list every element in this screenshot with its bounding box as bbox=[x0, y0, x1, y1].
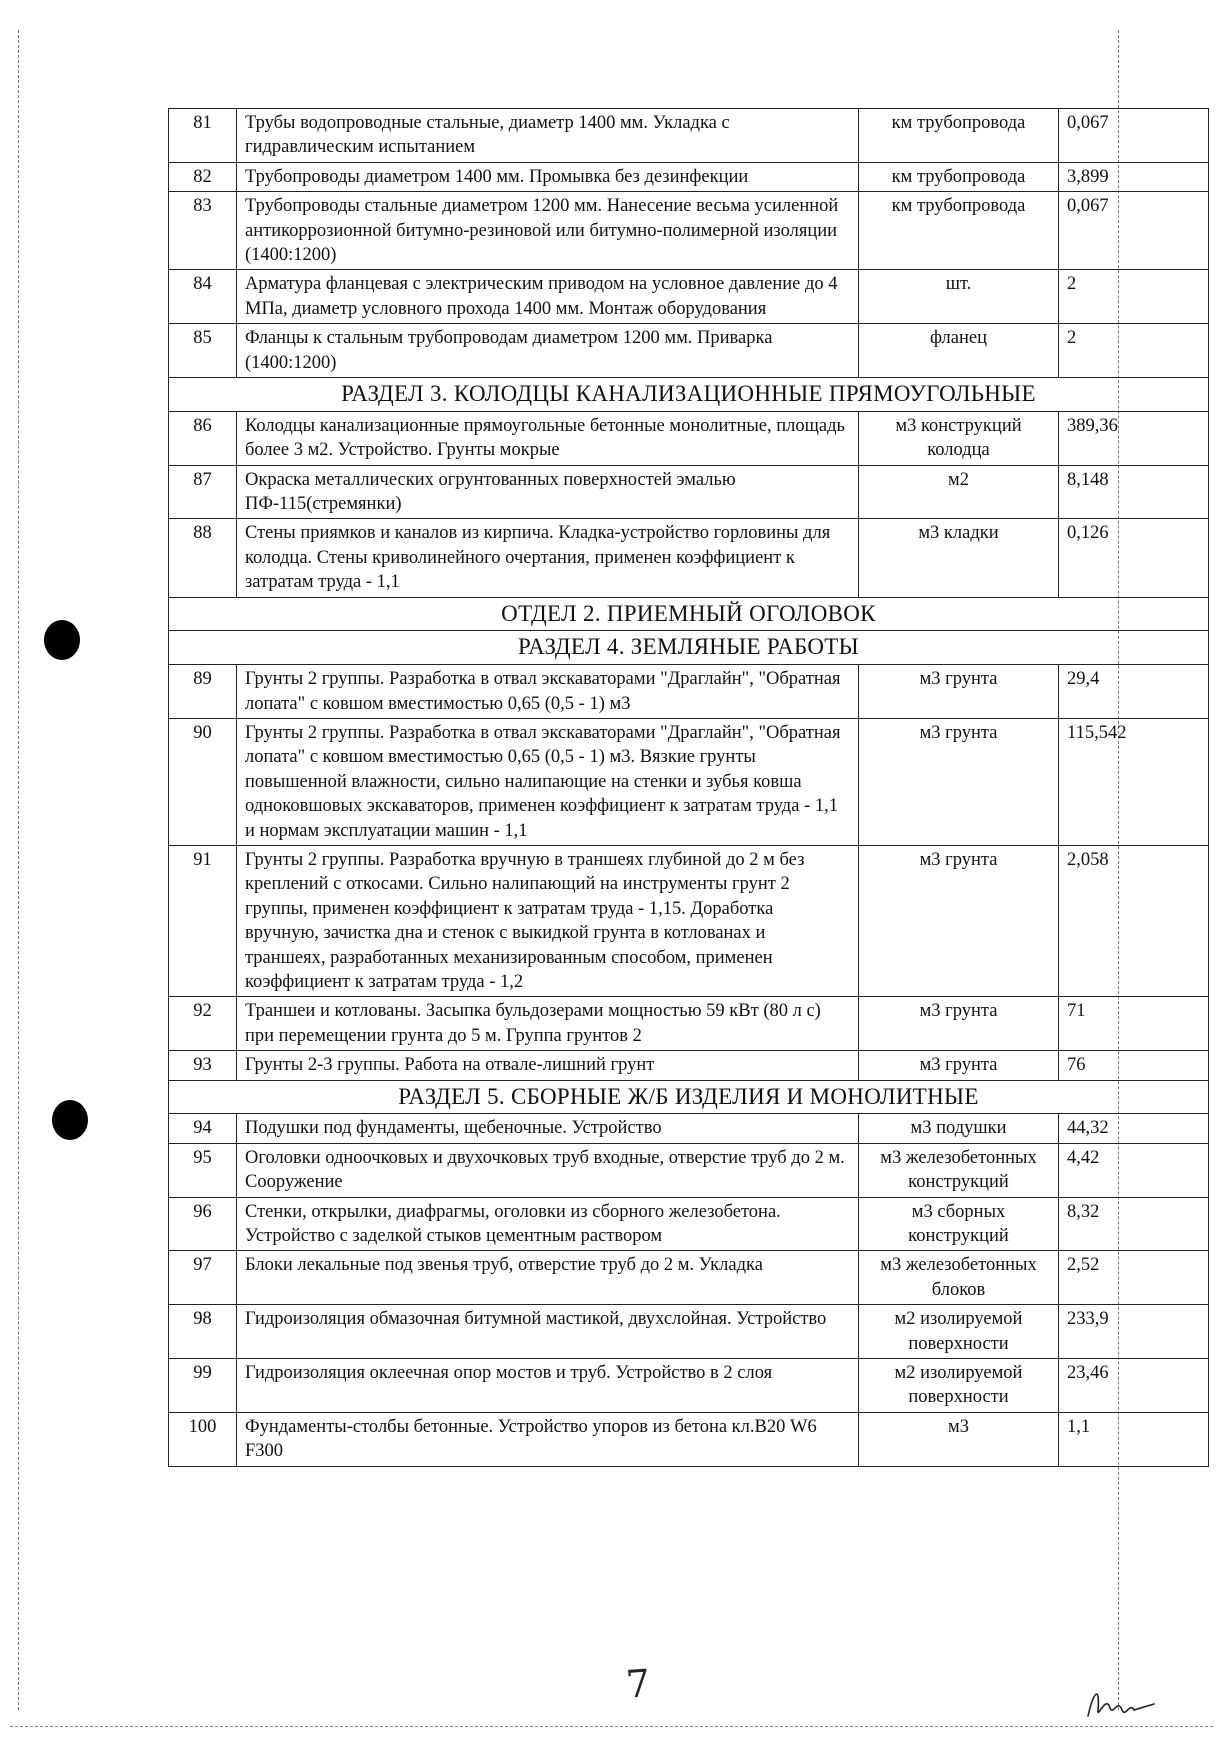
row-number-cell: 91 bbox=[169, 846, 237, 997]
punch-hole bbox=[52, 1100, 88, 1140]
row-number-cell: 84 bbox=[169, 270, 237, 324]
table-row bbox=[169, 1305, 1209, 1359]
table-row bbox=[169, 519, 1209, 597]
row-number-cell: 100 bbox=[169, 1412, 237, 1466]
unit-cell: м2 изолируемой поверхности bbox=[859, 1305, 1059, 1359]
row-number-cell: 96 bbox=[169, 1197, 237, 1251]
row-number-cell: 98 bbox=[169, 1305, 237, 1359]
table-row bbox=[169, 1051, 1209, 1080]
table-row bbox=[169, 846, 1209, 997]
description-cell: Фланцы к стальным трубопроводам диаметром 1200 мм. Приварка (1400:1200) bbox=[237, 324, 859, 378]
description-cell: Трубопроводы диаметром 1400 мм. Промывка без дезинфекции bbox=[237, 162, 859, 191]
table-row bbox=[169, 997, 1209, 1051]
row-number-cell: 92 bbox=[169, 997, 237, 1051]
quantity-cell: 115,542 bbox=[1059, 718, 1209, 845]
quantity-cell: 3,899 bbox=[1059, 162, 1209, 191]
row-number-cell: 90 bbox=[169, 718, 237, 845]
description-cell: Блоки лекальные под звенья труб, отверстие труб до 2 м. Укладка bbox=[237, 1251, 859, 1305]
quantity-cell: 2 bbox=[1059, 324, 1209, 378]
quantity-cell: 44,32 bbox=[1059, 1114, 1209, 1143]
unit-cell: м2 изолируемой поверхности bbox=[859, 1359, 1059, 1413]
table-row bbox=[169, 270, 1209, 324]
description-cell: Подушки под фундаменты, щебеночные. Устройство bbox=[237, 1114, 859, 1143]
table-row bbox=[169, 109, 1209, 163]
quantity-cell: 29,4 bbox=[1059, 665, 1209, 719]
row-number-cell: 89 bbox=[169, 665, 237, 719]
table-row bbox=[169, 411, 1209, 465]
table-row bbox=[169, 1359, 1209, 1413]
quantity-cell: 76 bbox=[1059, 1051, 1209, 1080]
unit-cell: м3 bbox=[859, 1412, 1059, 1466]
row-number-cell: 83 bbox=[169, 192, 237, 270]
quantity-cell: 23,46 bbox=[1059, 1359, 1209, 1413]
signature bbox=[1080, 1680, 1170, 1726]
section-header-row bbox=[169, 597, 1209, 631]
unit-cell: км трубопровода bbox=[859, 192, 1059, 270]
unit-cell: м3 конструкций колодца bbox=[859, 411, 1059, 465]
quantity-cell: 8,148 bbox=[1059, 465, 1209, 519]
description-cell: Окраска металлических огрунтованных поверхностей эмалью ПФ-115(стремянки) bbox=[237, 465, 859, 519]
unit-cell: м3 железобетонных блоков bbox=[859, 1251, 1059, 1305]
table-row bbox=[169, 718, 1209, 845]
unit-cell: м3 сборных конструкций bbox=[859, 1197, 1059, 1251]
table-row bbox=[169, 324, 1209, 378]
table-body bbox=[169, 109, 1209, 1467]
table-row bbox=[169, 1197, 1209, 1251]
quantity-cell: 4,42 bbox=[1059, 1143, 1209, 1197]
description-cell: Траншеи и котлованы. Засыпка бульдозерами мощностью 59 кВт (80 л с) при перемещении грунта до 5 м. Группа грунтов 2 bbox=[237, 997, 859, 1051]
unit-cell: км трубопровода bbox=[859, 162, 1059, 191]
section-header-row bbox=[169, 1080, 1209, 1114]
unit-cell: м3 кладки bbox=[859, 519, 1059, 597]
quantity-cell: 2,058 bbox=[1059, 846, 1209, 997]
description-cell: Гидроизоляция оклеечная опор мостов и труб. Устройство в 2 слоя bbox=[237, 1359, 859, 1413]
unit-cell: км трубопровода bbox=[859, 109, 1059, 163]
row-number-cell: 87 bbox=[169, 465, 237, 519]
quantity-cell: 0,126 bbox=[1059, 519, 1209, 597]
scan-edge-left bbox=[18, 30, 19, 1710]
table-row bbox=[169, 1251, 1209, 1305]
table-row bbox=[169, 665, 1209, 719]
unit-cell: м3 грунта bbox=[859, 846, 1059, 997]
section-title: ОТДЕЛ 2. ПРИЕМНЫЙ ОГОЛОВОК bbox=[169, 597, 1209, 631]
table-row bbox=[169, 1114, 1209, 1143]
section-title: РАЗДЕЛ 3. КОЛОДЦЫ КАНАЛИЗАЦИОННЫЕ ПРЯМОУГОЛЬНЫЕ bbox=[169, 378, 1209, 412]
table-row bbox=[169, 162, 1209, 191]
page-number: 7 bbox=[624, 1661, 652, 1707]
description-cell: Грунты 2 группы. Разработка вручную в траншеях глубиной до 2 м без креплений с откосами. Сильно налипающий на инструменты грунт 2 группы, применен коэффициент к затратам труда - 1,15. Доработка вручную, зачистка дна и стенок с выкидкой грунта в котлованах и траншеях, разработанных механизированным способом, применен коэффициент к затратам труда - 1,2 bbox=[237, 846, 859, 997]
description-cell: Трубопроводы стальные диаметром 1200 мм. Нанесение весьма усиленной антикоррозионной битумно-резиновой или битумно-полимерной изоляции (1400:1200) bbox=[237, 192, 859, 270]
quantity-cell: 8,32 bbox=[1059, 1197, 1209, 1251]
section-header-row bbox=[169, 378, 1209, 412]
unit-cell: м3 железобетонных конструкций bbox=[859, 1143, 1059, 1197]
row-number-cell: 95 bbox=[169, 1143, 237, 1197]
description-cell: Арматура фланцевая с электрическим приводом на условное давление до 4 МПа, диаметр условного прохода 1400 мм. Монтаж оборудования bbox=[237, 270, 859, 324]
unit-cell: шт. bbox=[859, 270, 1059, 324]
description-cell: Стены приямков и каналов из кирпича. Кладка-устройство горловины для колодца. Стены криволинейного очертания, применен коэффициент к затратам труда - 1,1 bbox=[237, 519, 859, 597]
unit-cell: фланец bbox=[859, 324, 1059, 378]
quantity-cell: 0,067 bbox=[1059, 192, 1209, 270]
unit-cell: м3 грунта bbox=[859, 1051, 1059, 1080]
unit-cell: м3 грунта bbox=[859, 718, 1059, 845]
description-cell: Стенки, открылки, диафрагмы, оголовки из сборного железобетона. Устройство с заделкой стыков цементным раствором bbox=[237, 1197, 859, 1251]
row-number-cell: 97 bbox=[169, 1251, 237, 1305]
quantity-cell: 1,1 bbox=[1059, 1412, 1209, 1466]
estimate-table bbox=[168, 108, 1209, 1467]
quantity-cell: 389,36 bbox=[1059, 411, 1209, 465]
row-number-cell: 81 bbox=[169, 109, 237, 163]
table-row bbox=[169, 1412, 1209, 1466]
row-number-cell: 85 bbox=[169, 324, 237, 378]
quantity-cell: 233,9 bbox=[1059, 1305, 1209, 1359]
row-number-cell: 94 bbox=[169, 1114, 237, 1143]
scan-edge-bottom bbox=[10, 1726, 1213, 1727]
row-number-cell: 88 bbox=[169, 519, 237, 597]
section-header-row bbox=[169, 631, 1209, 665]
quantity-cell: 71 bbox=[1059, 997, 1209, 1051]
quantity-cell: 0,067 bbox=[1059, 109, 1209, 163]
table-row bbox=[169, 1143, 1209, 1197]
quantity-cell: 2,52 bbox=[1059, 1251, 1209, 1305]
unit-cell: м3 подушки bbox=[859, 1114, 1059, 1143]
row-number-cell: 82 bbox=[169, 162, 237, 191]
quantity-cell: 2 bbox=[1059, 270, 1209, 324]
unit-cell: м3 грунта bbox=[859, 997, 1059, 1051]
unit-cell: м2 bbox=[859, 465, 1059, 519]
table-row bbox=[169, 192, 1209, 270]
description-cell: Грунты 2-3 группы. Работа на отвале-лишний грунт bbox=[237, 1051, 859, 1080]
unit-cell: м3 грунта bbox=[859, 665, 1059, 719]
description-cell: Грунты 2 группы. Разработка в отвал экскаваторами "Драглайн", "Обратная лопата" с ковшом вместимостью 0,65 (0,5 - 1) м3. Вязкие грунты повышенной влажности, сильно налипающие на стенки и зубья ковша одноковшовых экскаваторов, применен коэффициент к затратам труда - 1,1 и нормам эксплуатации машин - 1,1 bbox=[237, 718, 859, 845]
description-cell: Колодцы канализационные прямоугольные бетонные монолитные, площадь более 3 м2. Устройство. Грунты мокрые bbox=[237, 411, 859, 465]
section-title: РАЗДЕЛ 4. ЗЕМЛЯНЫЕ РАБОТЫ bbox=[169, 631, 1209, 665]
punch-hole bbox=[44, 620, 80, 660]
description-cell: Трубы водопроводные стальные, диаметр 1400 мм. Укладка с гидравлическим испытанием bbox=[237, 109, 859, 163]
row-number-cell: 86 bbox=[169, 411, 237, 465]
description-cell: Грунты 2 группы. Разработка в отвал экскаваторами "Драглайн", "Обратная лопата" с ковшом вместимостью 0,65 (0,5 - 1) м3 bbox=[237, 665, 859, 719]
description-cell: Оголовки одноочковых и двухочковых труб входные, отверстие труб до 2 м. Сооружение bbox=[237, 1143, 859, 1197]
section-title: РАЗДЕЛ 5. СБОРНЫЕ Ж/Б ИЗДЕЛИЯ И МОНОЛИТНЫЕ bbox=[169, 1080, 1209, 1114]
description-cell: Гидроизоляция обмазочная битумной мастикой, двухслойная. Устройство bbox=[237, 1305, 859, 1359]
row-number-cell: 99 bbox=[169, 1359, 237, 1413]
description-cell: Фундаменты-столбы бетонные. Устройство упоров из бетона кл.В20 W6 F300 bbox=[237, 1412, 859, 1466]
table-row bbox=[169, 465, 1209, 519]
row-number-cell: 93 bbox=[169, 1051, 237, 1080]
